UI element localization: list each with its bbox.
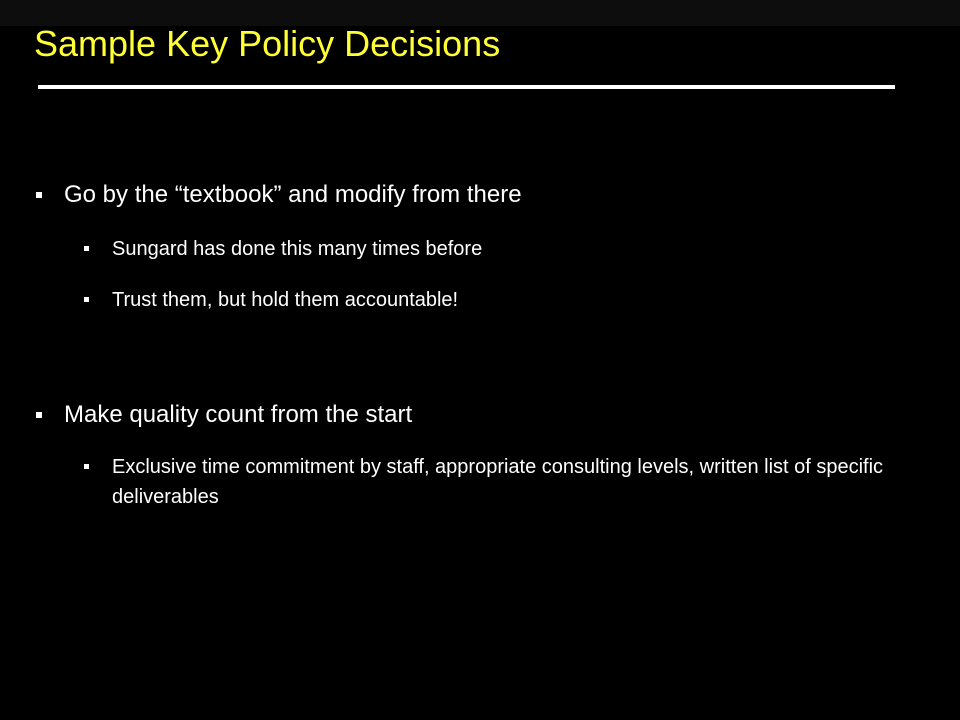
square-bullet-icon bbox=[84, 464, 89, 469]
square-bullet-icon bbox=[84, 297, 89, 302]
bullet-item bbox=[64, 181, 522, 209]
sub-bullet-text: Sungard has done this many times before bbox=[112, 238, 483, 260]
sub-bullet-text: Exclusive time commitment by staff, appropriate consulting levels, written list of specific deliverables bbox=[112, 456, 884, 508]
slide-title: Sample Key Policy Decisions bbox=[34, 23, 501, 64]
square-bullet-icon bbox=[36, 412, 42, 418]
sub-bullet-item bbox=[112, 452, 892, 512]
bullet-text: Make quality count from the start bbox=[64, 401, 413, 428]
sub-bullet-text: Trust them, but hold them accountable! bbox=[112, 289, 459, 311]
sub-bullet-item bbox=[112, 285, 458, 315]
square-bullet-icon bbox=[84, 246, 89, 251]
bullet-text: Go by the “textbook” and modify from there bbox=[64, 181, 522, 208]
sub-bullet-item bbox=[112, 234, 482, 264]
square-bullet-icon bbox=[36, 192, 42, 198]
bullet-item bbox=[64, 401, 412, 429]
